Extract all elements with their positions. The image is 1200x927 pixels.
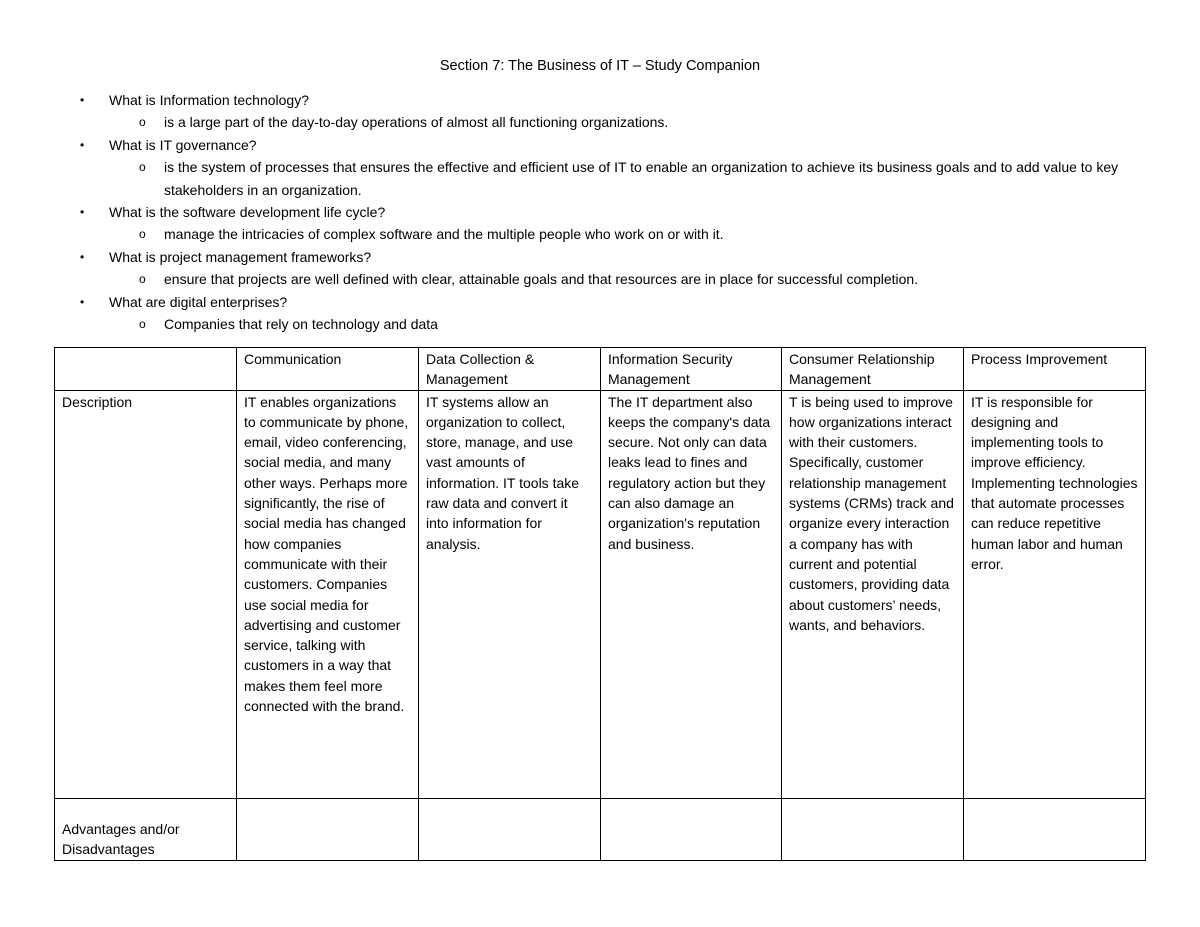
table-cell[interactable]	[237, 798, 419, 860]
answer-item	[0, 111, 1124, 133]
table-header-row	[55, 348, 1146, 391]
bullet-icon: •	[80, 205, 85, 219]
table-cell: IT systems allow an organization to collect, store, manage, and use vast amounts of information. IT tools take raw data and convert it into information for analysis.	[419, 390, 601, 798]
question-text: What is the software development life cycle?	[109, 204, 386, 220]
table-cell: T is being used to improve how organizations interact with their customers. Specifically, customer relationship management systems (CRMs) track and organize every interaction a company has with current and potential customers, providing data about customers’ needs, wants, and behaviors.	[782, 390, 964, 798]
sub-bullet-icon: o	[139, 160, 146, 175]
answer-item	[0, 223, 1124, 245]
answer-item	[0, 268, 1124, 290]
table-row-advantages	[55, 798, 1146, 860]
table-cell[interactable]	[601, 798, 782, 860]
question-list	[0, 89, 1200, 335]
answer-text: manage the intricacies of complex software and the multiple people who work on or with it.	[164, 226, 724, 243]
table-row-description	[55, 390, 1146, 798]
header-cell-empty	[55, 348, 237, 391]
answer-text: is the system of processes that ensures the effective and efficient use of IT to enable an organization to achieve its business goals and to add value to key stakeholders in an organization.	[164, 159, 1119, 198]
table-cell: IT is responsible for designing and implementing tools to improve efficiency. Implementing technologies that automate processes can reduce repetitive human labor and human error.	[964, 390, 1146, 798]
bullet-icon: •	[80, 249, 85, 264]
page-title: Section 7: The Business of IT – Study Companion	[439, 58, 761, 74]
answer-item	[0, 156, 1124, 201]
answer-text: is a large part of the day-to-day operations of almost all functioning organizations.	[164, 114, 669, 131]
header-cell-data-collection: Data Collection & Management	[419, 348, 601, 391]
sub-bullet-icon: o	[139, 227, 146, 242]
question-text: What is Information technology?	[109, 92, 309, 108]
answer-text: ensure that projects are well defined with clear, attainable goals and that resources are in place for successful completion.	[164, 271, 919, 288]
bullet-icon: •	[80, 93, 85, 107]
sub-bullet-icon: o	[139, 316, 146, 331]
question-item	[0, 246, 1200, 268]
bullet-icon: •	[80, 294, 85, 309]
answer-item	[0, 313, 1124, 335]
bullet-icon: •	[80, 137, 85, 152]
question-text: What is project management frameworks?	[109, 248, 372, 265]
comparison-table	[54, 347, 1146, 861]
header-cell-process-improvement: Process Improvement	[964, 348, 1146, 391]
question-item	[0, 291, 1200, 313]
header-cell-consumer-relationship: Consumer Relationship Management	[782, 348, 964, 391]
row-label: Advantages and/or Disadvantages	[55, 798, 237, 860]
header-cell-information-security: Information Security Management	[601, 348, 782, 391]
sub-bullet-icon: o	[139, 272, 146, 287]
question-item	[0, 201, 1200, 223]
question-text: What is IT governance?	[109, 136, 257, 153]
table-cell: IT enables organizations to communicate by phone, email, video conferencing, social media, and many other ways. Perhaps more significantly, the rise of social media has changed how companies communicate with their customers. Companies use social media for advertising and customer service, talking with customers in a way that makes them feel more connected with the brand.	[237, 390, 419, 798]
header-cell-communication: Communication	[237, 348, 419, 391]
question-item	[0, 89, 1200, 111]
question-text: What are digital enterprises?	[109, 293, 288, 310]
question-item	[0, 134, 1200, 156]
sub-bullet-icon: o	[139, 115, 146, 130]
table-cell[interactable]	[964, 798, 1146, 860]
table-cell[interactable]	[782, 798, 964, 860]
table-cell[interactable]	[419, 798, 601, 860]
answer-text: Companies that rely on technology and data	[164, 315, 438, 332]
table-cell: The IT department also keeps the company's data secure. Not only can data leaks lead to fines and regulatory action but they can also damage an organization's reputation and business.	[601, 390, 782, 798]
row-label: Description	[55, 390, 237, 798]
